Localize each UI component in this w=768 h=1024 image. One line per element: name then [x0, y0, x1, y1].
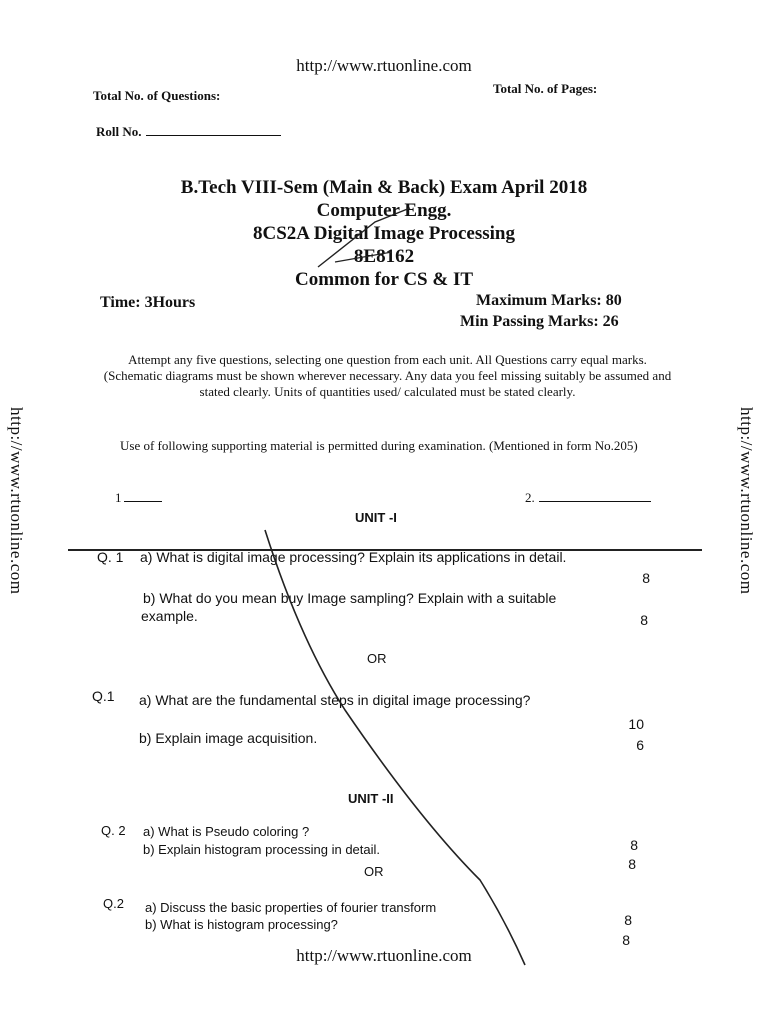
- top-url: http://www.rtuonline.com: [296, 56, 472, 75]
- unit-2-q1-part-b: b) Explain histogram processing in detail.: [143, 842, 381, 857]
- unit-2-q2-b-marks: 8: [622, 932, 630, 948]
- diagonal-strike-line: [265, 530, 525, 965]
- right-side-url: http://www.rtuonline.com: [737, 407, 756, 595]
- support-item-2-number: 2.: [525, 490, 535, 505]
- unit-1-q2-number: Q.1: [92, 688, 115, 704]
- exam-branch: Computer Engg.: [316, 200, 452, 221]
- unit-2-or: OR: [364, 864, 384, 879]
- unit-2-q2-part-a: a) Discuss the basic properties of fourier transform: [145, 900, 437, 915]
- heading-strike-line: [318, 208, 410, 267]
- unit-2-q2-number: Q.2: [103, 896, 124, 911]
- unit-2-q1-b-marks: 8: [628, 856, 636, 872]
- left-side-url: http://www.rtuonline.com: [7, 407, 26, 595]
- roll-no-label: Roll No.: [96, 124, 142, 139]
- exam-title: B.Tech VIII-Sem (Main & Back) Exam April 2018: [180, 177, 588, 198]
- unit-1-q1-part-b-cont: example.: [141, 608, 198, 624]
- max-marks: Maximum Marks: 80: [476, 292, 622, 309]
- bottom-url: http://www.rtuonline.com: [296, 946, 472, 965]
- unit-2-q1-number: Q. 2: [101, 823, 126, 838]
- unit-2-title: UNIT -II: [348, 791, 394, 806]
- support-item-1-number: 1: [115, 490, 122, 505]
- min-passing-marks: Min Passing Marks: 26: [460, 313, 619, 330]
- instructions-text: Attempt any five questions, selecting one question from each unit. All Questions carry equal marks. (Schematic diagrams must be shown wherever necessary. Any data you feel missing suitably be assumed and stated clearly. Units of quantities used/ calculated must be stated clearly.: [103, 352, 672, 399]
- unit-1-q2-b-marks: 6: [636, 737, 644, 753]
- exam-common: Common for CS & IT: [294, 269, 474, 290]
- unit-2-q1-a-marks: 8: [630, 837, 638, 853]
- unit-2-q2-a-marks: 8: [624, 912, 632, 928]
- unit-1-q1-part-b: b) What do you mean buy Image sampling? Explain with a suitable: [143, 590, 557, 606]
- unit-1-title: UNIT -I: [355, 510, 397, 525]
- exam-time: Time: 3Hours: [100, 294, 196, 311]
- code-strike-line: [335, 252, 392, 262]
- unit-1-or: OR: [367, 651, 387, 666]
- unit-1-q2-part-b: b) Explain image acquisition.: [139, 730, 318, 746]
- unit-1-q1-a-marks: 8: [642, 570, 650, 586]
- unit-1-q1-part-a: a) What is digital image processing? Explain its applications in detail.: [140, 549, 567, 565]
- exam-subject: 8CS2A Digital Image Processing: [253, 223, 515, 244]
- exam-code: 8E8162: [353, 246, 415, 267]
- unit-2-q2-part-b: b) What is histogram processing?: [145, 917, 338, 932]
- supporting-material-text: Use of following supporting material is permitted during examination. (Mentioned in form No.205): [120, 438, 638, 453]
- unit-2-q1-part-a: a) What is Pseudo coloring ?: [143, 824, 310, 839]
- total-pages-label: Total No. of Pages:: [493, 81, 598, 96]
- unit-1-q1-number: Q. 1: [97, 549, 124, 565]
- total-questions-label: Total No. of Questions:: [93, 88, 221, 103]
- unit-1-q2-part-a: a) What are the fundamental steps in digital image processing?: [139, 692, 531, 708]
- unit-1-q1-b-marks: 8: [640, 612, 648, 628]
- unit-1-q2-a-marks: 10: [628, 716, 644, 732]
